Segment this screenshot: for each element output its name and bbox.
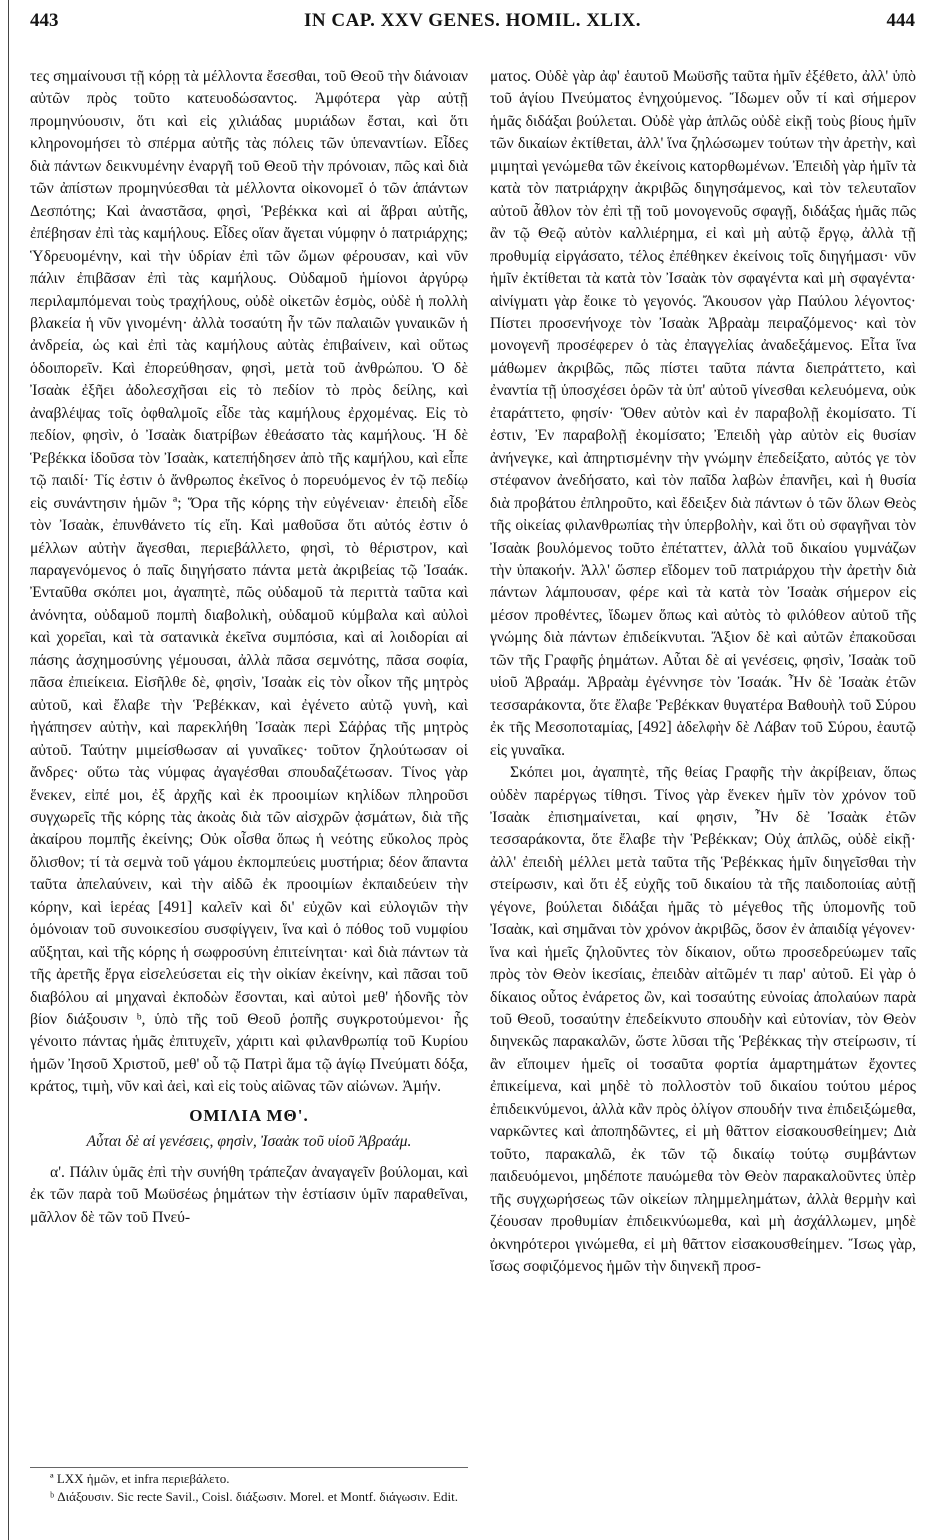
page-number-left: 443 bbox=[30, 10, 59, 31]
left-paragraph-1: τες σημαίνουσι τῇ κόρῃ τὰ μέλλοντα ἔσεσθαι, τοῦ Θεοῦ τὴν διάνοιαν αὐτῶν πρὸς τοῦτο κατευοδώσαντος. Ἀμφότερα γὰρ αὐτῇ προμηνύουσιν, ὅτι καὶ εἰς χιλιάδας μυριάδων ἔσται, καὶ ὅτι κληρονομήσει τὸ σπέρμα αὐτῆς τὰς πόλεις τῶν ὑπεναντίων. Εἶδες διὰ πάντων δεικνυμένην ἐναργῆ τοῦ Θεοῦ τὴν πρόνοιαν, πῶς καὶ διὰ τῶν ἀπίστων προμηνύεσθαι τὰ μέλλοντα οἰκονομεῖ ὁ τῶν ἁπάντων Δεσπότης; Καὶ ἀναστᾶσα, φησὶ, Ῥεβέκκα καὶ αἱ ἅβραι αὐτῆς, ἐπέβησαν ἐπὶ τὰς καμήλους. Εἶδες οἵαν ἄγεται νύμφην ὁ πατριάρχης; Ὑδρευομένην, καὶ τὴν ὑδρίαν ἐπὶ τῶν ὤμων φέρουσαν, καὶ νῦν πάλιν ἐπιβᾶσαν ἐπὶ τὰς καμήλους. Οὐδαμοῦ ἡμίονοι ἀργύρῳ περιλαμπόμεναι τοὺς τραχήλους, οὐδὲ οἰκετῶν ἑσμὸς, οὐδὲ ἡ πολλὴ βλακεία ἡ νῦν γινομένη· ἀλλὰ τοσαύτη ἦν τῶν παλαιῶν γυναικῶν ἡ ἀνδρεία, ὡς καὶ ἐπὶ τὰς καμήλους αὐτὰς ἐπιβαίνειν, καὶ οὕτως ὁδοιπορεῖν. Καὶ ἐπορεύθησαν, φησὶ, μετὰ τοῦ ἀνθρώπου. Ὁ δὲ Ἰσαὰκ ἐξῆει ἀδολεσχῆσαι εἰς τὸ πεδίον τὸ πρὸς δείλης, καὶ ἀναβλέψας τοῖς ὀφθαλμοῖς εἶδε τὰς καμήλους ἐρχομένας. Εἰς τὸ πεδίον, φησὶν, ὁ Ἰσαὰκ διατρίβων ἐθεάσατο τὰς καμήλους. Ἡ δὲ Ῥεβέκκα ἰδοῦσα τὸν Ἰσαὰκ, κατεπήδησεν ἀπὸ τῆς καμήλου, καὶ εἶπε τῷ παιδί· Τίς ἐστιν ὁ ἄνθρωπος ἐκεῖνος ὁ πορευόμενος ἐν τῷ πεδίῳ εἰς συνάντησιν ἡμῶν ª; Ὅρα τῆς κόρης τὴν εὐγένειαν· ἐπειδὴ εἶδε τὸν Ἰσαὰκ, ἐπυνθάνετο τίς εἴη. Καὶ μαθοῦσα ὅτι αὐτός ἐστιν ὁ μέλλων αὐτὴν ἄγεσθαι, περιεβάλλετο, φησὶ, τὸ θέριστρον, καὶ παραγενόμενος ὁ παῖς διηγήσατο πάντα μετὰ ἀκριβείας τῷ Ἰσαάκ. Ἐνταῦθα σκόπει μοι, ἀγαπητὲ, πῶς οὐδαμοῦ τὰ περιττὰ ταῦτα καὶ ἀνόνητα, οὐδαμοῦ πομπὴ διαβολικὴ, οὐδαμοῦ κύμβαλα καὶ αὐλοὶ καὶ χορεῖαι, καὶ τὰ σατανικὰ ἐκεῖνα συμπόσια, καὶ αἱ λοιδορίαι αἱ πάσης ἀσχημοσύνης γέμουσαι, ἀλλὰ πᾶσα σεμνότης, πᾶσα σοφία, πᾶσα ἐπιείκεια. Εἰσῆλθε δὲ, φησὶν, Ἰσαὰκ εἰς τὸν οἶκον τῆς μητρὸς αὐτοῦ, καὶ ἔλαβε τὴν Ῥεβέκκαν, καὶ ἐγένετο αὐτῷ γυνὴ, καὶ ἠγάπησεν αὐτὴν, καὶ παρεκλήθη Ἰσαὰκ περὶ Σάῤῥας τῆς μητρὸς αὐτοῦ. Ταύτην μιμείσθωσαν αἱ γυναῖκες· τοῦτον ζηλούτωσαν οἱ ἄνδρες· οὕτω τὰς νύμφας ἀγαγέσθαι σπουδαζέτωσαν. Τίνος γὰρ ἕνεκεν, εἰπέ μοι, ἐξ ἀρχῆς καὶ ἐκ προοιμίων κηλίδων πληροῦσι συγχωρεῖς τῆς κόρης τὰς ἀκοὰς διὰ τῶν αἰσχρῶν ᾀσμάτων, διὰ τῆς ἀκαίρου πομπῆς ἐκείνης; Οὐκ οἶσθα ὅπως ἡ νεότης εὔκολος πρὸς ὄλισθον; τί τὰ σεμνὰ τοῦ γάμου ἐκπομπεύεις μυστήρια; δέον ἅπαντα ταῦτα ἀπελαύνειν, καὶ τὴν αἰδῶ ἐκ προοιμίων ἐκπαιδεύειν τὴν κόρην, καὶ ἱερέας [491] καλεῖν καὶ δι' εὐχῶν καὶ εὐλογιῶν τὴν ὁμόνοιαν τοῦ συνοικεσίου συσφίγγειν, ἵνα καὶ ὁ πόθος τοῦ νυμφίου αὔξηται, καὶ τῆς κόρης ἡ σωφροσύνη ἐπιτείνηται· καὶ διὰ πάντων τὰ τῆς ἀρετῆς ἔργα εἰσελεύσεται εἰς τὴν οἰκίαν ἐκείνην, καὶ πᾶσαι τοῦ διαβόλου αἱ μηχαναὶ ἐκποδὼν ἔσονται, καὶ αὐτοὶ μεθ' ἡδονῆς τὸν βίον διάξουσιν ᵇ, ὑπὸ τῆς τοῦ Θεοῦ ῥοπῆς συγκροτούμενοι· ἧς γένοιτο πάντας ἡμᾶς ἐπιτυχεῖν, χάριτι καὶ φιλανθρωπίᾳ τοῦ Κυρίου ἡμῶν Ἰησοῦ Χριστοῦ, μεθ' οὗ τῷ Πατρὶ ἅμα τῷ ἁγίῳ Πνεύματι δόξα, κράτος, τιμὴ, νῦν καὶ ἀεὶ, καὶ εἰς τοὺς αἰῶνας τῶν αἰώνων. Ἀμήν. bbox=[30, 68, 468, 1096]
left-column bbox=[30, 66, 468, 1229]
running-title: IN CAP. XXV GENES. HOMIL. XLIX. bbox=[304, 10, 641, 31]
homily-title: ΟΜΙΛΙΑ ΜΘ'. bbox=[189, 1105, 309, 1125]
footnote-b: ᵇ Διάξουσιν. Sic recte Savil., Coisl. διάξωσιν. Morel. et Montf. διάγωσιν. Edit. bbox=[50, 1489, 458, 1504]
page-edge-rule bbox=[8, 0, 9, 1540]
footnote-a: ª LXX ἡμῶν, et infra περιεβάλετο. bbox=[50, 1471, 230, 1486]
homily-subtitle: Αὗται δὲ αἱ γενέσεις, φησὶν, Ἰσαὰκ τοῦ υἱοῦ Ἀβραάμ. bbox=[86, 1133, 412, 1151]
right-paragraph-1: ματος. Οὐδὲ γὰρ ἀφ' ἑαυτοῦ Μωϋσῆς ταῦτα ἡμῖν ἐξέθετο, ἀλλ' ὑπὸ τοῦ ἁγίου Πνεύματος ἐνηχούμενος. Ἴδωμεν οὖν τί καὶ σήμερον ἡμᾶς διδάξαι βούλεται. Οὐδὲ γὰρ ἁπλῶς οὐδὲ εἰκῇ τοὺς βίους ἡμῖν τῶν δικαίων ἐκτίθεται, ἀλλ' ἵνα ζηλώσωμεν τούτων τὴν ἀρετὴν, καὶ μιμηταὶ γενώμεθα τῶν ἐκείνοις κατορθωμένων. Ἐπειδὴ γὰρ ἡμῖν τὰ κατὰ τὸν πατριάρχην ἀκριβῶς διηγησάμενος, καὶ τὸν τελευταῖον αὐτοῦ ἆθλον τὸν ἐπὶ τῇ τοῦ μονογενοῦς σφαγῇ, διδάξας ἡμᾶς πῶς ἂν τῷ Θεῷ αὐτὸν καλλιέρημα, εἰ καὶ μὴ αὐτῷ ἔργῳ, ἀλλὰ τῇ προθυμίᾳ εἰργάσατο, τέλος ἐπέθηκεν ἐκείνοις τοῖς διηγήμασι· νῦν ἡμῖν ἐκτίθεται τὰ κατὰ τὸν Ἰσαὰκ τὸν σφαγέντα καὶ μὴ σφαγέντα· αἰνίγματι γὰρ ἔοικε τὸ γεγονός. Ἄκουσον γὰρ Παύλου λέγοντος· Πίστει προσενήνοχε τὸν Ἰσαὰκ Ἀβραὰμ πειραζόμενος· καὶ τὸν μονογενῆ προσέφερεν ὁ τὰς ἐπαγγελίας ἀναδεξάμενος. Εἶτα ἵνα μάθωμεν ἀκριβῶς, πῶς πίστει ταῦτα πάντα διεπράττετο, καὶ ἐναντία τῇ ὑποσχέσει ὁρῶν τὰ ὑπ' αὐτοῦ γίνεσθαι κελευόμενα, οὐκ ἐταράττετο, φησίν· Ὅθεν αὐτὸν καὶ ἐν παραβολῇ ἐκομίσατο. Τί ἐστιν, Ἐν παραβολῇ ἐκομίσατο; Ἐπειδὴ γὰρ αὐτὸν εἰς θυσίαν ἀνήνεγκε, καὶ ἀπηρτισμένην τὴν γνώμην ἐπεδείξατο, αὐτός γε τὸν στέφανον ἀνεδήσατο, καὶ τὸν παῖδα λαβὼν ἐπανῆει, καὶ ἡ θυσία διὰ προβάτου ἐπληροῦτο, καὶ ἔδειξεν διὰ πάντων ὁ τῶν ὅλων Θεὸς τῆς οἰκείας φιλανθρωπίας τὴν ὑπερβολὴν, καὶ ὅτι οὐ σφαγῆναι τὸν Ἰσαὰκ βουλόμενος τοῦτο ἐπέταττεν, ἀλλὰ τοῦ δικαίου γυμνάζων τὴν ὑπακοήν. Ἀλλ' ὥσπερ εἴδομεν τοῦ πατριάρχου τὴν ἀρετὴν διὰ πάντων λάμπουσαν, φέρε καὶ τὰ κατὰ τὸν Ἰσαὰκ σήμερον εἰς μέσον προθέντες, ἴδωμεν ὅπως καὶ αὐτὸς τὸ φιλόθεον αὐτοῦ τῆς γνώμης διὰ πάντων ἐπιδείκνυται. Ἄξιον δὲ καὶ αὐτῶν ἐπακοῦσαι τῶν τῆς Γραφῆς ῥημάτων. Αὗται δὲ αἱ γενέσεις, φησὶν, Ἰσαὰκ τοῦ υἱοῦ Ἀβραάμ. Ἀβραὰμ ἐγέννησε τὸν Ἰσαάκ. Ἦν δὲ Ἰσαὰκ ἐτῶν τεσσαράκοντα, ὅτε ἔλαβε Ῥεβέκκαν θυγατέρα Βαθουὴλ τοῦ Σύρου ἐκ τῆς Μεσοποταμίας, [492] ἀδελφὴν δὲ Λάβαν τοῦ Σύρου, ἑαυτῷ εἰς γυναῖκα. bbox=[490, 68, 916, 759]
right-paragraph-2: Σκόπει μοι, ἀγαπητὲ, τῆς θείας Γραφῆς τὴν ἀκρίβειαν, ὅπως οὐδὲν παρέργως τίθησι. Τίνος γὰρ ἕνεκεν ἡμῖν τὸν χρόνον τοῦ Ἰσαὰκ ἐπισημαίνεται, καί φησιν, Ἦν δὲ Ἰσαὰκ ἐτῶν τεσσαράκοντα, ὅτε ἔλαβε τὴν Ῥεβέκκαν; Οὐχ ἁπλῶς, οὐδὲ εἰκῇ· ἀλλ' ἐπειδὴ μέλλει μετὰ ταῦτα τῆς Ῥεβέκκας ἡμῖν διηγεῖσθαι τὴν στείρωσιν, καὶ ὅτι ἐξ εὐχῆς τοῦ δικαίου τὰ τῆς παιδοποιίας αὐτῇ γέγονε, βούλεται διδάξαι ἡμᾶς τὸ μέγεθος τῆς ὑπομονῆς τοῦ Ἰσαὰκ, καὶ σημᾶναι τὸν χρόνον ἀκριβῶς, ὅσον ἐν ἀπαιδίᾳ γέγονεν· ἵνα καὶ ἡμεῖς ζηλοῦντες τὸν δίκαιον, οὕτω προσεδρεύωμεν ταῖς πρὸς τὸν Θεὸν ἱκεσίαις, ἐπειδὰν αἰτῶμέν τι παρ' αὐτοῦ. Εἰ γὰρ ὁ δίκαιος οὗτος ἐνάρετος ὢν, καὶ τοσαύτης εὐνοίας ἀπολαύων παρὰ τοῦ Θεοῦ, τοσαύτην ἐπεδείκνυτο σπουδὴν καὶ εὐτονίαν, τὸν Θεὸν διηνεκῶς παρακαλῶν, ὥστε λῦσαι τῆς Ῥεβέκκας τὴν στείρωσιν, τί ἂν εἴποιμεν ἡμεῖς οἱ τοσαῦτα φορτία ἁμαρτημάτων ἔχοντες ἐπικείμενα, καὶ μηδὲ τὸ πολλοστὸν τοῦ δικαίου τούτου μέρος ἐπιδεικνύμενοι, ἀλλὰ κἂν πρὸς ὀλίγον σπουδήν τινα ἐπιδειξώμεθα, ναρκῶντες καὶ ἀποπηδῶντες, εἰ μὴ θᾶττον εἰσακουσθείημεν; Διὰ τοῦτο, παρακαλῶ, ἐκ τῶν τῷ δικαίῳ τούτῳ συμβάντων παιδευόμενοι, μηδέποτε παυώμεθα τὸν Θεὸν παρακαλοῦντες ὑπὲρ τῆς συγχωρήσεως τῶν οἰκείων πλημμελημάτων, ἀλλὰ θερμὴν καὶ ζέουσαν προθυμίαν ἐπιδεικνύωμεθα, καὶ μὴ ἀσχάλλωμεν, μηδὲ ὀκνηρότεροι γινώμεθα, εἰ μὴ θᾶττον εἰσακουσθείημεν. Ἴσως γὰρ, ἴσως σοφιζόμενος ἡμῶν τὴν διηνεκῆ προσ- bbox=[490, 764, 916, 1276]
footnotes bbox=[30, 1467, 468, 1506]
left-paragraph-2: α'. Πάλιν ὑμᾶς ἐπὶ τὴν συνήθη τράπεζαν ἀναγαγεῖν βούλομαι, καὶ ἐκ τῶν παρὰ τοῦ Μωϋσέως ῥημάτων τὴν ἑστίασιν ὑμῖν παραθεῖναι, μᾶλλον δὲ τῶν τοῦ Πνεύ- bbox=[30, 1163, 468, 1226]
right-column bbox=[490, 66, 916, 1278]
running-header bbox=[30, 10, 915, 42]
page-number-right: 444 bbox=[886, 10, 915, 31]
